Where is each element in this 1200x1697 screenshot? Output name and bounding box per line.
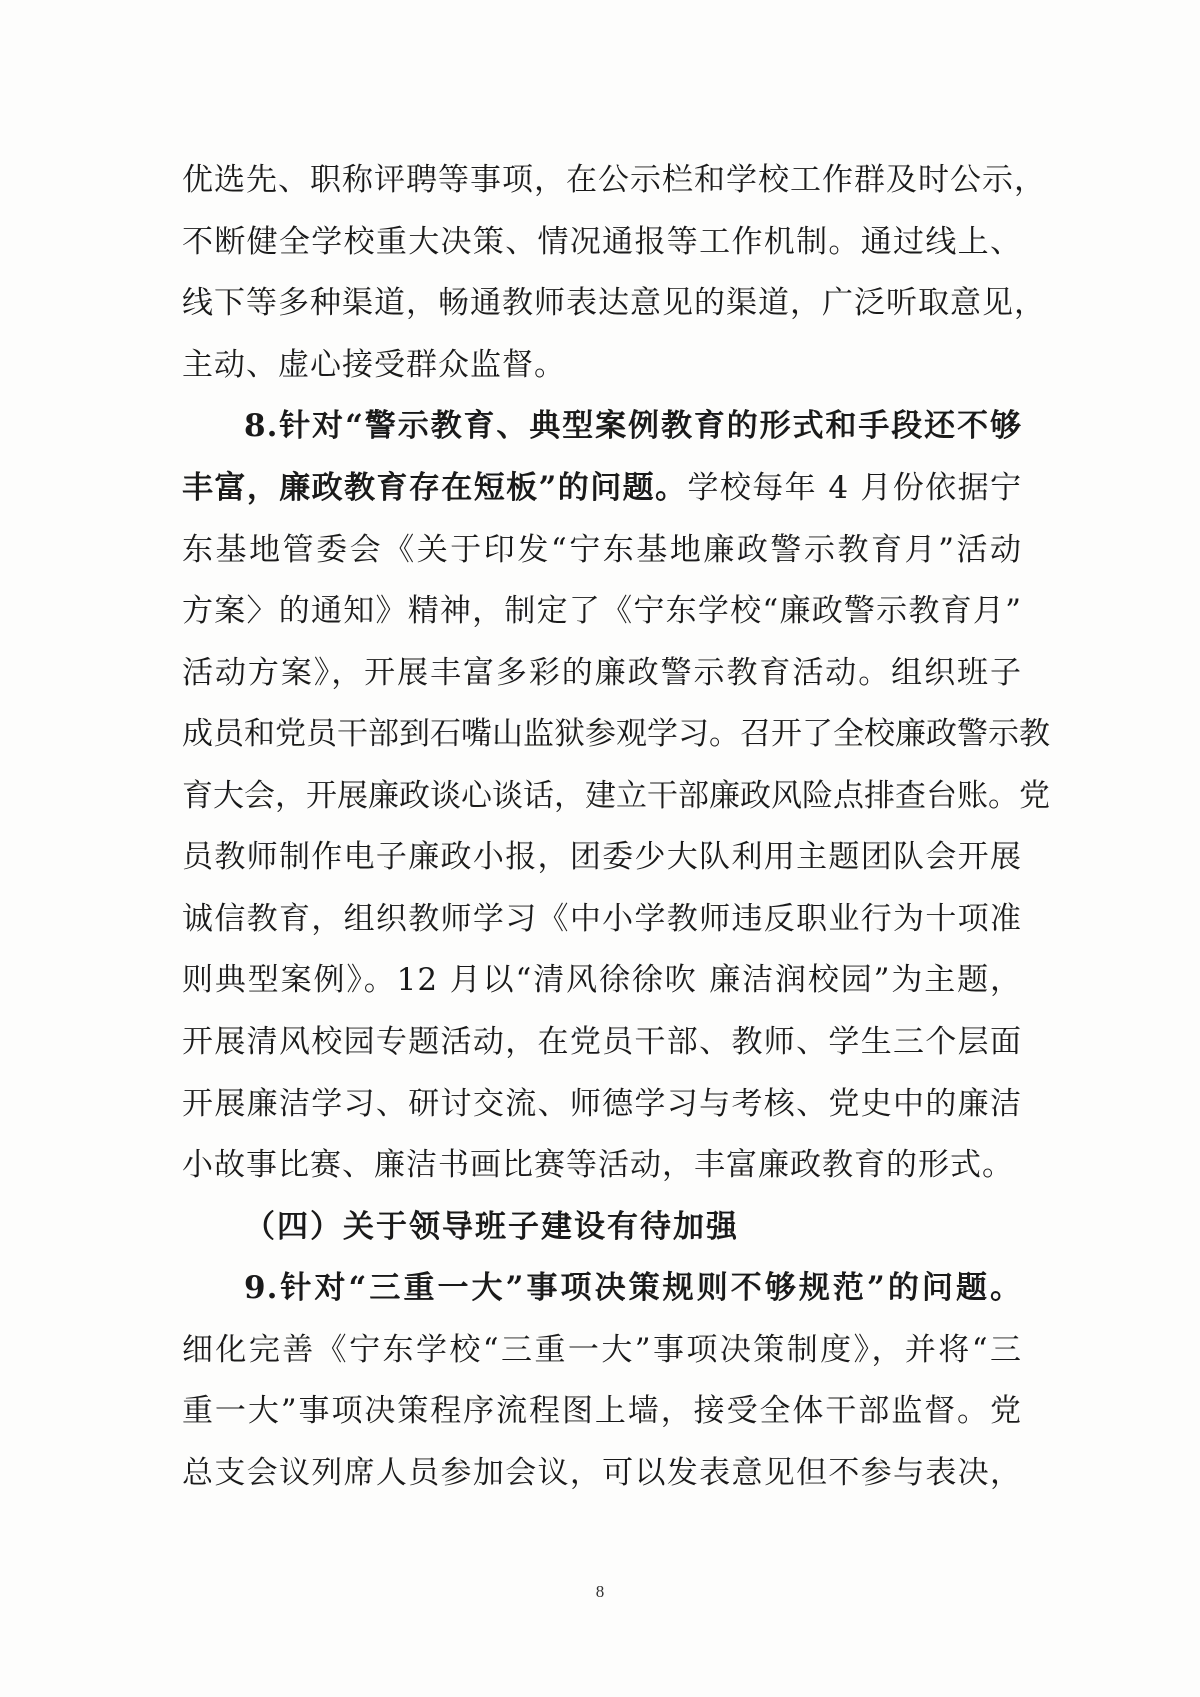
- section-heading-9: 9.针对“三重一大”事项决策规则不够规范”的问题。: [244, 1270, 1022, 1306]
- paragraph-line: 主动、虚心接受群众监督。: [182, 347, 566, 383]
- paragraph-line: 成员和党员干部到石嘴山监狱参观学习。召开了全校廉政警示教: [182, 716, 1050, 752]
- paragraph-line: 丰富，廉政教育存在短板”的问题。学校每年 4 月份依据宁: [182, 470, 1022, 506]
- paragraph-line: 员教师制作电子廉政小报，团委少大队利用主题团队会开展: [182, 839, 1022, 875]
- paragraph-line: 开展清风校园专题活动，在党员干部、教师、学生三个层面: [182, 1024, 1022, 1060]
- paragraph-line: 诚信教育，组织教师学习《中小学教师违反职业行为十项准: [182, 901, 1022, 937]
- section-heading-4: （四）关于领导班子建设有待加强: [244, 1209, 739, 1245]
- section-heading-8-cont: 丰富，廉政教育存在短板”的问题。: [182, 470, 688, 506]
- paragraph-line: 重一大”事项决策程序流程图上墙，接受全体干部监督。党: [182, 1393, 1022, 1429]
- paragraph-line: 优选先、职称评聘等事项，在公示栏和学校工作群及时公示，: [182, 162, 1046, 198]
- page-number: 8: [595, 1582, 605, 1601]
- paragraph-line: 活动方案》，开展丰富多彩的廉政警示教育活动。组织班子: [182, 655, 1022, 691]
- paragraph-line: 小故事比赛、廉洁书画比赛等活动，丰富廉政教育的形式。: [182, 1147, 1014, 1183]
- paragraph-line: 不断健全学校重大决策、情况通报等工作机制。通过线上、: [182, 224, 1022, 260]
- paragraph-line: 开展廉洁学习、研讨交流、师德学习与考核、党史中的廉洁: [182, 1086, 1022, 1122]
- paragraph-line: 线下等多种渠道，畅通教师表达意见的渠道，广泛听取意见，: [182, 285, 1046, 321]
- section-heading-8: 8.针对“警示教育、典型案例教育的形式和手段还不够: [244, 408, 1022, 444]
- paragraph-line: 东基地管委会《关于印发“宁东基地廉政警示教育月”活动: [182, 532, 1022, 568]
- paragraph-line: 则典型案例》。12 月以“清风徐徐吹 廉洁润校园”为主题，: [182, 962, 1022, 998]
- paragraph-line: 方案〉的通知》精神，制定了《宁东学校“廉政警示教育月”: [182, 593, 1022, 629]
- paragraph-line: 总支会议列席人员参加会议，可以发表意见但不参与表决，: [182, 1455, 1022, 1491]
- paragraph-line: 育大会，开展廉政谈心谈话，建立干部廉政风险点排查台账。党: [182, 778, 1050, 814]
- paragraph-line: 细化完善《宁东学校“三重一大”事项决策制度》，并将“三: [182, 1332, 1022, 1368]
